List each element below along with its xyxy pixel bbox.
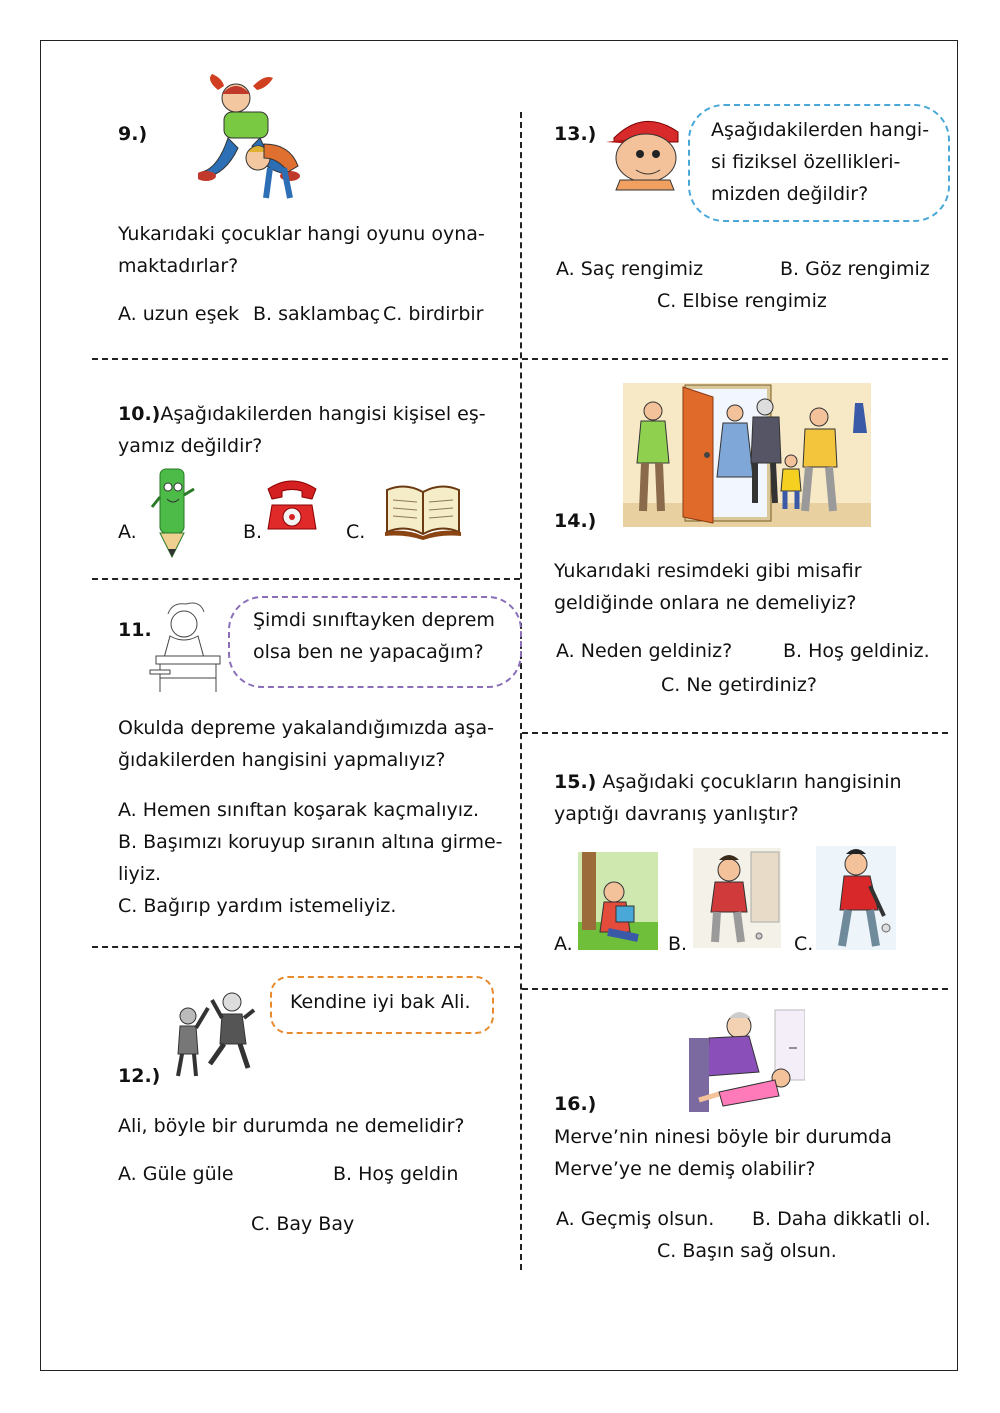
grandmother-and-fallen-girl-illustration [689,1008,805,1112]
q13-bubble-line3: mizden değildir? [711,183,869,205]
divider-11-12 [92,946,520,948]
q11-option-b-line1[interactable]: B. Başımızı koruyup sıranın altına girme- [118,831,503,853]
q11-option-a[interactable]: A. Hemen sınıftan koşarak kaçmalıyız. [118,799,480,821]
boy-with-cap-illustration [600,112,690,192]
q12-number: 12.) [118,1065,161,1087]
q9-number: 9.) [118,123,148,145]
q13-option-b[interactable]: B. Göz rengimiz [780,258,930,280]
q9-question-line1: Yukarıdaki çocuklar hangi oyunu oyna- [118,223,485,245]
divider-10-11 [92,578,520,580]
q15-question-line2: yaptığı davranış yanlıştır? [554,803,799,825]
q13-bubble-line1: Aşağıdakilerden hangi- [711,119,930,141]
q10-option-c-label[interactable]: C. [346,521,366,543]
q12-bubble-text: Kendine iyi bak Ali. [290,991,471,1013]
q15-question-line1 [554,766,902,798]
leapfrog-children-illustration [198,72,308,212]
q15-option-a-label[interactable]: A. [554,933,573,955]
telephone-icon [262,475,322,535]
q11-number: 11. [118,619,152,641]
q16-option-b[interactable]: B. Daha dikkatli ol. [752,1208,931,1230]
q11-question-line2: ğıdakilerden hangisini yapmalıyız? [118,749,446,771]
q14-question-line2: geldiğinde onlara ne demeliyiz? [554,592,857,614]
q15-option-b-label[interactable]: B. [668,933,688,955]
q16-option-a[interactable]: A. Geçmiş olsun. [556,1208,715,1230]
q11-bubble-line1: Şimdi sınıftayken deprem [253,609,495,631]
divider-9-10 [92,358,948,360]
q14-question-line1: Yukarıdaki resimdeki gibi misafir [554,560,862,582]
child-picking-up-trash-illustration [816,846,896,950]
q13-number: 13.) [554,123,597,145]
q12-option-b[interactable]: B. Hoş geldin [333,1163,459,1185]
child-reading-illustration [578,852,658,950]
book-icon [383,478,463,540]
divider-14-15 [522,732,948,734]
child-littering-illustration [693,848,781,948]
pencil-icon [148,465,198,560]
q10-option-b-label[interactable]: B. [243,521,263,543]
q16-number: 16.) [554,1093,597,1115]
waving-children-illustration [168,988,258,1080]
q10-question-line2: yamız değildir? [118,435,263,457]
q9-option-c[interactable]: C. birdirbir [383,303,484,325]
q15-number: 15.) [554,771,597,793]
column-divider [520,112,522,1270]
q11-option-b-line2[interactable]: liyiz. [118,863,162,885]
q13-option-a[interactable]: A. Saç rengimiz [556,258,704,280]
q10-option-a-label[interactable]: A. [118,521,137,543]
q16-question-line2: Merve’ye ne demiş olabilir? [554,1158,816,1180]
q11-bubble-line2: olsa ben ne yapacağım? [253,641,484,663]
q10-question-text: Aşağıdakilerden hangisi kişisel eş- [160,403,486,425]
q9-question-line2: maktadırlar? [118,255,239,277]
q16-question-line1: Merve’nin ninesi böyle bir durumda [554,1126,892,1148]
divider-15-16 [522,988,948,990]
q10-number: 10.) [118,403,161,425]
guests-at-door-illustration [623,383,871,527]
q15-option-c-label[interactable]: C. [794,933,814,955]
q12-option-c[interactable]: C. Bay Bay [251,1213,355,1235]
student-at-desk-illustration [146,600,224,696]
q13-option-c[interactable]: C. Elbise rengimiz [657,290,827,312]
q14-option-b[interactable]: B. Hoş geldiniz. [783,640,930,662]
q10-question-line1 [118,398,486,430]
q11-option-c[interactable]: C. Bağırıp yardım istemeliyiz. [118,895,397,917]
q14-number: 14.) [554,510,597,532]
q16-option-c[interactable]: C. Başın sağ olsun. [657,1240,837,1262]
q13-bubble-line2: si fiziksel özellikleri- [711,151,901,173]
q15-question-text: Aşağıdaki çocukların hangisinin [602,771,902,793]
q9-option-a[interactable]: A. uzun eşek [118,303,240,325]
q11-question-line1: Okulda depreme yakalandığımızda aşa- [118,717,494,739]
q12-question: Ali, böyle bir durumda ne demelidir? [118,1115,465,1137]
q14-option-c[interactable]: C. Ne getirdiniz? [661,674,817,696]
q14-option-a[interactable]: A. Neden geldiniz? [556,640,733,662]
q12-option-a[interactable]: A. Güle güle [118,1163,234,1185]
q9-option-b[interactable]: B. saklambaç [253,303,381,325]
